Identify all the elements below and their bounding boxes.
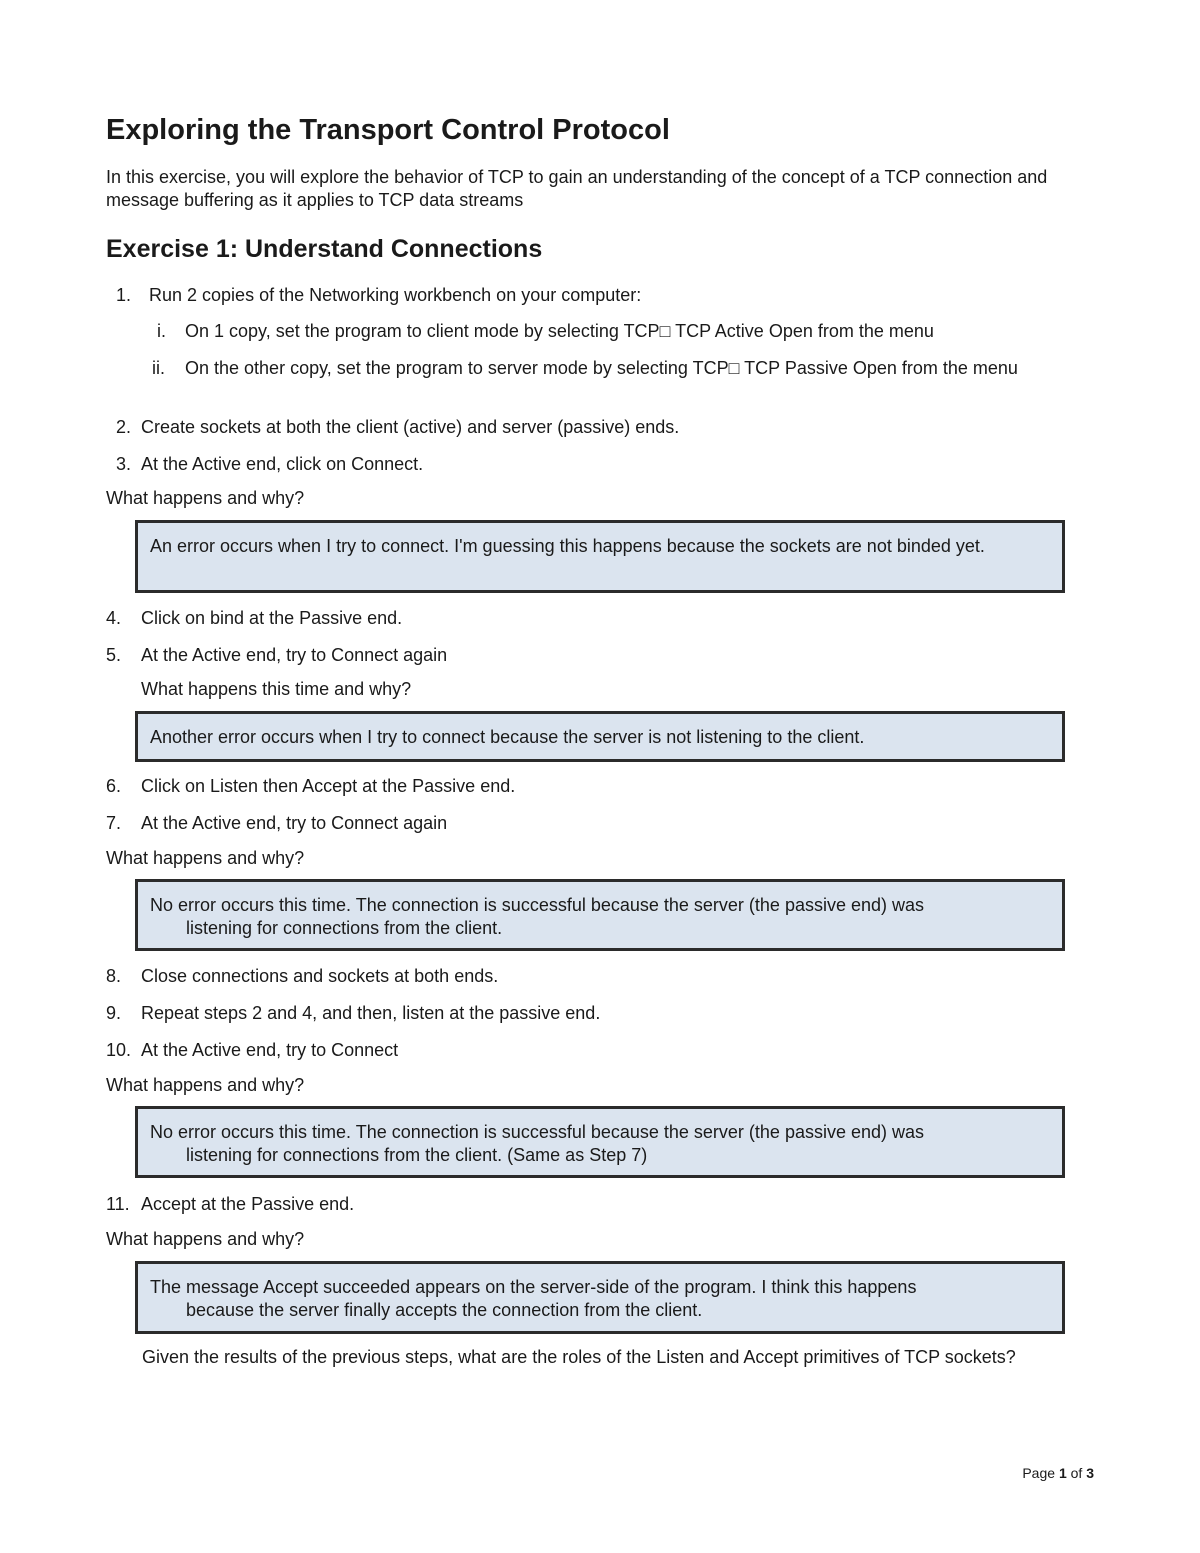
step-number: 4. [106,608,122,628]
question-3: What happens and why? [106,488,305,508]
step-number: 11. [106,1194,130,1214]
page-label: Page [1022,1465,1056,1481]
answer-box-5[interactable] [135,711,1065,762]
answer-box-3[interactable] [135,520,1065,593]
step-number: 5. [106,645,122,665]
answer-10-line-1: No error occurs this time. The connection is successful because the server (the passive end) was [150,1122,925,1142]
step-4-text: Click on bind at the Passive end. [141,608,403,628]
step-number: 7. [106,813,122,833]
step-number: 8. [106,966,122,986]
step-11-text: Accept at the Passive end. [141,1194,355,1214]
answer-box-10[interactable] [135,1106,1065,1178]
answer-11-line-1: The message Accept succeeded appears on the server-side of the program. I think this happens [150,1277,917,1297]
step-number: 2. [116,417,132,437]
document-title: Exploring the Transport Control Protocol [106,114,670,146]
substep-i-text: On 1 copy, set the program to client mode by selecting TCP□ TCP Active Open from the menu [185,321,934,341]
step-5-text: At the Active end, try to Connect again [141,645,448,665]
step-2-text: Create sockets at both the client (active) and server (passive) ends. [141,417,680,437]
step-1-text: Run 2 copies of the Networking workbench on your computer: [149,285,642,305]
substep-ii-text: On the other copy, set the program to server mode by selecting TCP□ TCP Passive Open from the menu [185,358,1018,378]
intro-paragraph: In this exercise, you will explore the behavior of TCP to gain an understanding of the concept of a TCP connection and message buffering as it applies to TCP data streams [106,167,1048,210]
step-6-text: Click on Listen then Accept at the Passive end. [141,776,516,796]
step-number: 9. [106,1003,122,1023]
substep-number: i. [157,321,166,341]
answer-7-line-1: No error occurs this time. The connection is successful because the server (the passive end) was [150,895,925,915]
step-3-text: At the Active end, click on Connect. [141,454,424,474]
answer-10-line-2: listening for connections from the client. (Same as Step 7) [186,1145,648,1165]
page-total: 3 [1086,1465,1094,1481]
exercise-1-heading: Exercise 1: Understand Connections [106,235,543,263]
step-number: 3. [116,454,132,474]
answer-5-text: Another error occurs when I try to connect because the server is not listening to the client. [150,727,865,747]
question-10: What happens and why? [106,1075,305,1095]
question-11: What happens and why? [106,1229,305,1249]
answer-7-line-2: listening for connections from the client. [186,918,503,938]
answer-11-line-2: because the server finally accepts the connection from the client. [186,1300,703,1320]
answer-box-11[interactable] [135,1261,1065,1334]
final-question: Given the results of the previous steps, what are the roles of the Listen and Accept primitives of TCP sockets? [142,1347,1016,1367]
answer-3-text: An error occurs when I try to connect. I'm guessing this happens because the sockets are not binded yet. [150,536,985,556]
page-footer [1022,1463,1094,1483]
question-7: What happens and why? [106,848,305,868]
step-8-text: Close connections and sockets at both ends. [141,966,499,986]
question-5: What happens this time and why? [141,679,412,699]
step-number: 10. [106,1040,132,1060]
step-9-text: Repeat steps 2 and 4, and then, listen at the passive end. [141,1003,601,1023]
substep-number: ii. [152,358,165,378]
step-number: 1. [116,285,132,305]
of-label: of [1070,1465,1083,1481]
answer-box-7[interactable] [135,879,1065,951]
step-number: 6. [106,776,122,796]
page-current: 1 [1058,1465,1067,1481]
step-7-text: At the Active end, try to Connect again [141,813,448,833]
step-10-text: At the Active end, try to Connect [141,1040,399,1060]
